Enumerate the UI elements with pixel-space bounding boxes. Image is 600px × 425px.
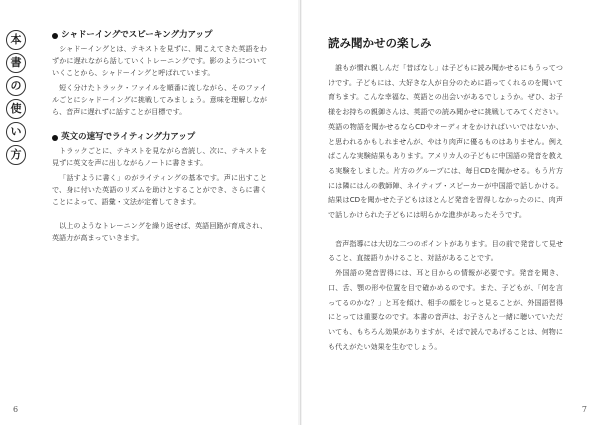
page-title: 読み聞かせの楽しみ (328, 36, 432, 50)
side-label-char: 書 (6, 53, 26, 73)
section-heading (52, 30, 267, 41)
paragraph: シャドーイングとは、テキストを見ずに、聞こえてきた英語をわずかに遅れながら話していくトレーニングです。影のようについていくことから、シャドーイングと呼ばれています。 (52, 44, 267, 78)
gutter-line (300, 0, 301, 425)
paragraph: トラックごとに、テキストを見ながら音読し、次に、テキストを見ずに英文を声に出しながらノートに書きます。 (52, 146, 267, 168)
page-number-left: 6 (13, 405, 19, 414)
section-heading-text: 英文の速写でライティング力アップ (61, 132, 196, 143)
paragraph: 誰もが慣れ親しんだ「昔ばなし」は子どもに読み聞かせるにもうってつけです。子どもには、大好きな人が自分のために語ってくれるのを聞いて育ちます。こんな幸福な、英語との出会いがあるでしょうか。ぜひ、お子様をお持ちの親御さんは、英語での読み聞かせに挑戦してみてください。英語の物語を聞かせるならCDやオーディオをかければいいではないか、と思われるかもしれませんが、やはり肉声に優るものはありません。例えばこんな実験結果もあります。アメリカ人の子どもに中国語の発音を教える実験をしました。片方のグループには、毎日CDを聞かせる。もう片方には隣にはんの教師陣、ネイティブ・スピーカーが中国語で話しかける。結果はCDを聞かせた子どもはほとんど発音を習得しなかったのに、肉声で話しかけられた子どもには明らかな進歩があったそうです。 (328, 63, 563, 220)
page-number-right: 7 (581, 405, 587, 414)
paragraph: 短く分けたトラック・ファイルを順番に流しながら、そのファイルごとにシャドーイングに挑戦してみましょう。意味を理解しながら、音声に遅れずに話すことが目標です。 (52, 82, 267, 117)
section-heading (52, 132, 267, 143)
side-label-char: 本 (6, 30, 26, 50)
side-label-char: い (6, 122, 26, 142)
section-heading-text: シャドーイングでスピーキング力アップ (61, 30, 213, 40)
right-page-body (328, 36, 563, 354)
paragraph: 外国語の発音習得には、耳と目からの情報が必要です。発音を聞き、口、舌、顎の形や位置を目で確かめるのです。また、子どもが、「何を言ってるのかな？」と耳を傾け、相手の顔をじっと見ることが、外国語習得にとっては重要なのです。本書の音声は、お子さんと一緒に聴いていただいても、もちろん効果がありますが、そばで読んであげることは、何物にも代えがたい効果を生むでしょう。 (328, 268, 563, 351)
bullet-icon (52, 33, 58, 39)
side-label-char: 使 (6, 99, 26, 119)
paragraph: 「話すように書く」のがライティングの基本です。声に出すことで、身に付いた英語のリズムを助けとすることができ、さらに書くことによって、語彙・文法が定着してきます。 (52, 172, 267, 207)
paragraph: 音声指導には大切な二つのポイントがあります。目の前で発音して見せること、直接語りかけること、対話があることです。 (328, 238, 563, 263)
left-page-body (52, 30, 267, 245)
side-label (6, 30, 26, 168)
side-label-char: の (6, 76, 26, 96)
closing-paragraph: 以上のようなトレーニングを繰り返せば、英語回路が育成され、英語力が高まっていきます。 (52, 221, 267, 243)
side-label-char: 方 (6, 145, 26, 165)
bullet-icon (52, 135, 58, 141)
